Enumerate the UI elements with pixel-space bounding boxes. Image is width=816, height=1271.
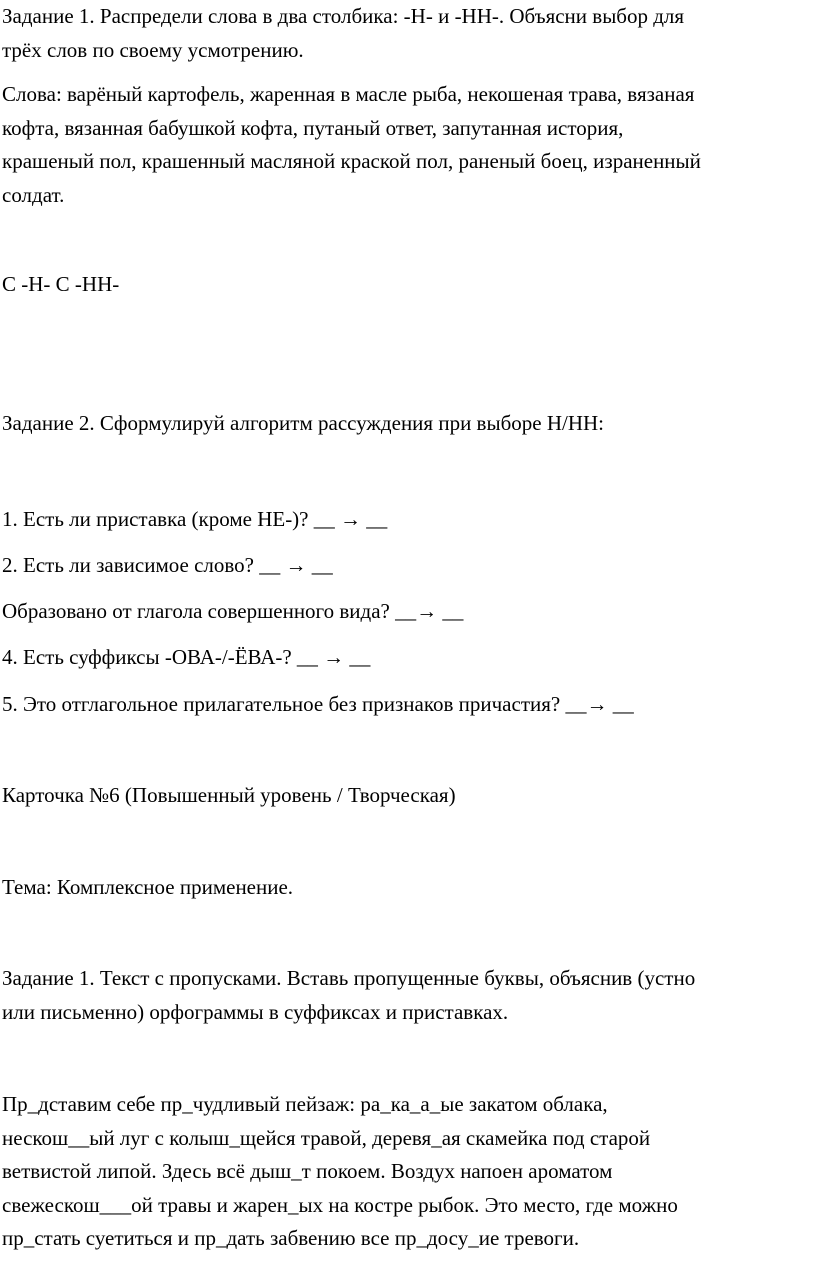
task1-heading-line: Задание 1. Распредели слова в два столбика: -Н- и -НН-. Объясни выбор для	[2, 4, 685, 28]
card6-task1-line: Задание 1. Текст с пропусками. Вставь пропущенные буквы, объяснив (устно	[2, 966, 696, 990]
card6-task1	[2, 962, 814, 1029]
task2-step: Образовано от глагола совершенного вида? __→ __	[2, 599, 464, 623]
task2-step: 1. Есть ли приставка (кроме НЕ-)? __ → __	[2, 507, 388, 531]
card6-text-line: свежескош___ой травы и жарен_ых на костре рыбок. Это место, где можно	[2, 1192, 678, 1217]
task1-words	[2, 78, 814, 212]
card6-text-line: Пр_дставим себе пр_чудливый пейзаж: ра_ка_а_ые закатом облака,	[2, 1092, 608, 1116]
card6-title: Карточка №6 (Повышенный уровень / Творческая)	[2, 783, 456, 807]
card6-text-line: нескош__ый луг с колыш_щейся травой, деревя_ая скамейка под старой	[2, 1125, 651, 1150]
card6-topic: Тема: Комплексное применение.	[2, 875, 294, 899]
task2-step: 2. Есть ли зависимое слово? __ → __	[2, 553, 333, 577]
card6-task1-line: или письменно) орфограммы в суффиксах и приставках.	[2, 999, 509, 1024]
task1-words-line: солдат.	[2, 182, 65, 207]
task1-heading	[2, 0, 814, 67]
task1-words-line: крашеный пол, крашенный масляной краской пол, раненый боец, израненный	[2, 149, 701, 173]
card6-text	[2, 1088, 814, 1256]
card6-text-line: ветвистой липой. Здесь всё дыш_т покоем. Воздух напоен ароматом	[2, 1159, 613, 1183]
task2-step: 5. Это отглагольное прилагательное без признаков причастия? __→ __	[2, 692, 634, 716]
task2-heading: Задание 2. Сформулируй алгоритм рассуждения при выборе Н/НН:	[2, 411, 604, 435]
task1-heading-line: трёх слов по своему усмотрению.	[2, 37, 304, 62]
task1-columns: С -Н- С -НН-	[2, 272, 120, 296]
task2-step: 4. Есть суффиксы -ОВА-/-ЁВА-? __ → __	[2, 645, 371, 669]
task1-words-line: Слова: варёный картофель, жаренная в масле рыба, некошеная трава, вязаная	[2, 82, 695, 106]
card6-text-line: пр_стать суетиться и пр_дать забвению все пр_досу_ие тревоги.	[2, 1226, 580, 1250]
task1-words-line: кофта, вязанная бабушкой кофта, путаный ответ, запутанная история,	[2, 115, 624, 140]
